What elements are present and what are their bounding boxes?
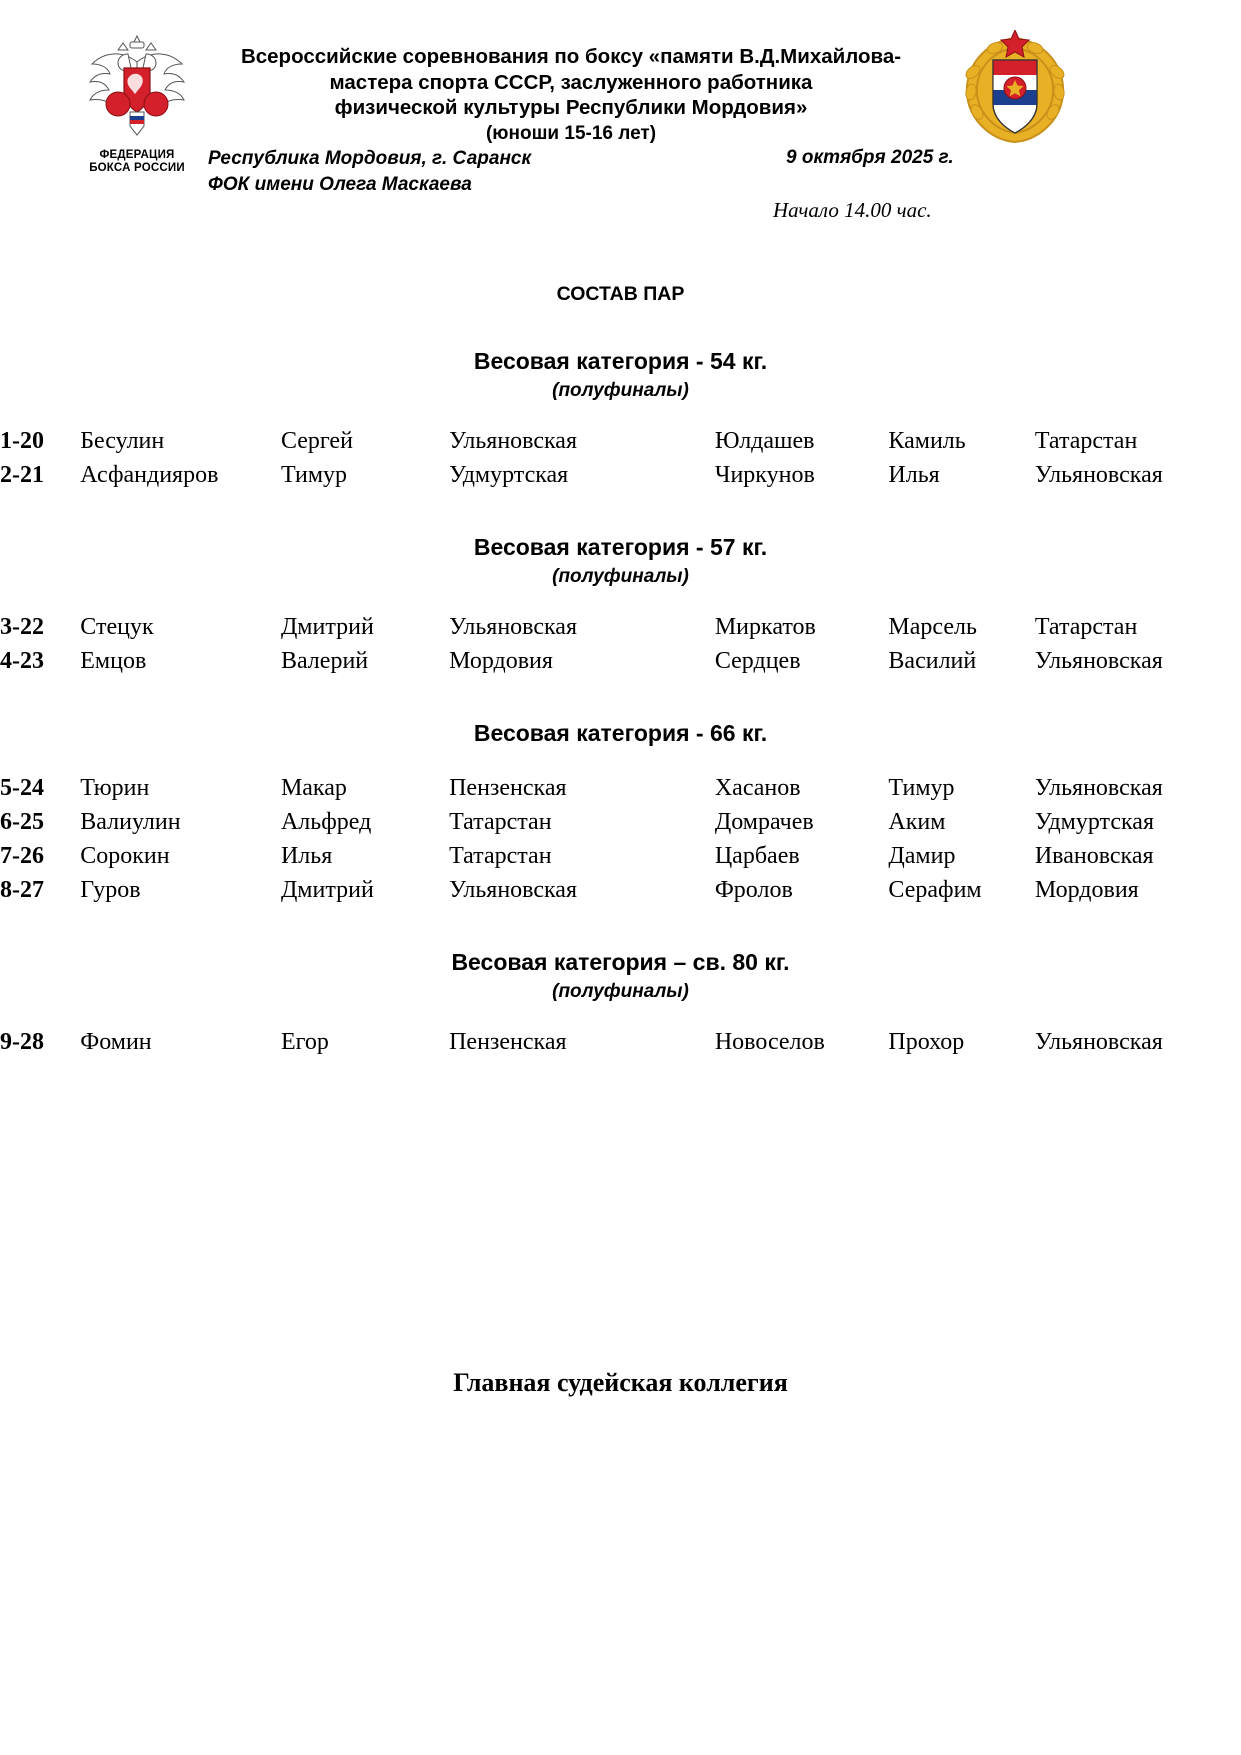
blue-first-name: Серафим <box>888 877 982 903</box>
bout-number: 4-23 <box>0 648 44 674</box>
red-region: Мордовия <box>449 648 553 674</box>
blue-first-name: Илья <box>888 462 940 488</box>
blue-first-name: Дамир <box>888 843 956 869</box>
blue-region: Татарстан <box>1034 614 1138 640</box>
table-row <box>0 839 1241 873</box>
red-first-name: Дмитрий <box>280 614 374 640</box>
bout-number: 6-25 <box>0 809 44 835</box>
red-region: Ульяновская <box>449 614 577 640</box>
blue-last-name: Новоселов <box>714 1029 825 1055</box>
weight-category-section <box>0 720 1241 907</box>
blue-last-name: Хасанов <box>714 775 801 801</box>
weight-category-title: Весовая категория - 66 кг. <box>473 720 768 746</box>
weight-category-section <box>0 348 1241 492</box>
blue-first-name: Василий <box>888 648 977 674</box>
weight-category-section <box>0 949 1241 1059</box>
bout-number: 1-20 <box>0 428 44 454</box>
event-title-line1: Всероссийские соревнования по боксу «памяти В.Д.Михайлова- <box>240 45 902 68</box>
weight-category-title: Весовая категория – св. 80 кг. <box>451 949 790 975</box>
event-title-line3: физической культуры Республики Мордовия» <box>334 96 808 119</box>
weight-category-subtitle: (полуфиналы) <box>552 981 689 1002</box>
red-first-name: Макар <box>280 775 347 801</box>
red-first-name: Илья <box>280 843 333 869</box>
bouts-table <box>0 610 1241 678</box>
blue-region: Ивановская <box>1034 843 1154 869</box>
event-date: 9 октября 2025 г. <box>786 147 954 168</box>
federation-logo-caption <box>78 149 196 175</box>
blue-first-name: Марсель <box>888 614 977 640</box>
event-start-time: Начало 14.00 час. <box>773 198 932 222</box>
blue-last-name: Чиркунов <box>714 462 815 488</box>
red-last-name: Валиулин <box>80 809 181 835</box>
blue-first-name: Аким <box>888 809 946 835</box>
bouts-table <box>0 1025 1241 1059</box>
federation-logo <box>78 34 196 175</box>
red-last-name: Гуров <box>80 877 141 903</box>
event-title-line2: мастера спорта СССР, заслуженного работника <box>329 70 813 94</box>
red-last-name: Сорокин <box>80 843 170 869</box>
table-row <box>0 644 1241 678</box>
red-region: Татарстан <box>449 809 552 835</box>
table-row <box>0 424 1241 458</box>
federation-logo-caption-line2: БОКСА РОССИИ <box>89 162 185 174</box>
red-region: Ульяновская <box>449 428 577 454</box>
red-last-name: Асфандияров <box>80 462 219 488</box>
red-last-name: Стецук <box>80 614 154 640</box>
bout-number: 7-26 <box>0 843 44 869</box>
blue-region: Ульяновская <box>1034 1029 1163 1055</box>
weight-category-title: Весовая категория - 54 кг. <box>473 348 768 374</box>
red-region: Пензенская <box>449 775 567 801</box>
double-headed-eagle-icon <box>78 34 196 142</box>
coat-of-arms-icon <box>955 30 1075 150</box>
event-title-line4: (юноши 15-16 лет) <box>485 122 657 144</box>
event-venue <box>208 146 531 198</box>
event-location: Республика Мордовия, г. Саранск <box>208 148 532 169</box>
red-first-name: Дмитрий <box>280 877 374 903</box>
red-last-name: Бесулин <box>80 428 165 454</box>
red-last-name: Тюрин <box>80 775 150 801</box>
boxing-glove-icon <box>144 92 168 116</box>
red-first-name: Сергей <box>280 428 353 454</box>
blue-last-name: Сердцев <box>714 648 801 674</box>
event-venue-name: ФОК имени Олега Маскаева <box>208 174 472 195</box>
bout-number: 3-22 <box>0 614 44 640</box>
blue-region: Ульяновская <box>1034 462 1163 488</box>
table-row <box>0 1025 1241 1059</box>
weight-category-title: Весовая категория - 57 кг. <box>473 534 768 560</box>
weight-category-subtitle: (полуфиналы) <box>552 566 689 587</box>
blue-region: Ульяновская <box>1034 648 1163 674</box>
blue-region: Татарстан <box>1034 428 1138 454</box>
blue-last-name: Юлдашев <box>714 428 815 454</box>
blue-first-name: Тимур <box>888 775 955 801</box>
red-last-name: Емцов <box>80 648 147 674</box>
red-region: Удмуртская <box>449 462 569 488</box>
red-first-name: Егор <box>280 1029 329 1055</box>
blue-last-name: Царбаев <box>714 843 800 869</box>
document-header <box>0 0 1241 250</box>
red-region: Ульяновская <box>449 877 577 903</box>
bout-number: 9-28 <box>0 1029 44 1055</box>
event-title <box>200 44 942 146</box>
blue-first-name: Камиль <box>888 428 966 454</box>
blue-region: Удмуртская <box>1034 809 1154 835</box>
boxing-glove-icon <box>106 92 130 116</box>
signature-line: Главная судейская коллегия <box>453 1368 788 1397</box>
bout-number: 8-27 <box>0 877 44 903</box>
blue-first-name: Прохор <box>888 1029 965 1055</box>
bouts-table <box>0 771 1241 907</box>
bout-number: 2-21 <box>0 462 44 488</box>
weight-category-section <box>0 534 1241 678</box>
blue-last-name: Домрачев <box>714 809 814 835</box>
mordovia-coat-of-arms <box>955 30 1075 155</box>
blue-last-name: Миркатов <box>714 614 816 640</box>
blue-region: Ульяновская <box>1034 775 1163 801</box>
table-row <box>0 610 1241 644</box>
red-first-name: Тимур <box>280 462 348 488</box>
table-row <box>0 873 1241 907</box>
red-first-name: Альфред <box>280 809 372 835</box>
weight-category-subtitle: (полуфиналы) <box>552 380 689 401</box>
blue-last-name: Фролов <box>714 877 793 903</box>
table-row <box>0 458 1241 492</box>
red-last-name: Фомин <box>80 1029 152 1055</box>
bout-number: 5-24 <box>0 775 44 801</box>
table-row <box>0 805 1241 839</box>
table-row <box>0 771 1241 805</box>
red-first-name: Валерий <box>280 648 369 674</box>
bouts-table <box>0 424 1241 492</box>
red-region: Пензенская <box>449 1029 567 1055</box>
page-title: СОСТАВ ПАР <box>556 283 685 305</box>
blue-region: Мордовия <box>1034 877 1139 903</box>
federation-logo-caption-line1: ФЕДЕРАЦИЯ <box>99 149 175 161</box>
red-region: Татарстан <box>449 843 552 869</box>
